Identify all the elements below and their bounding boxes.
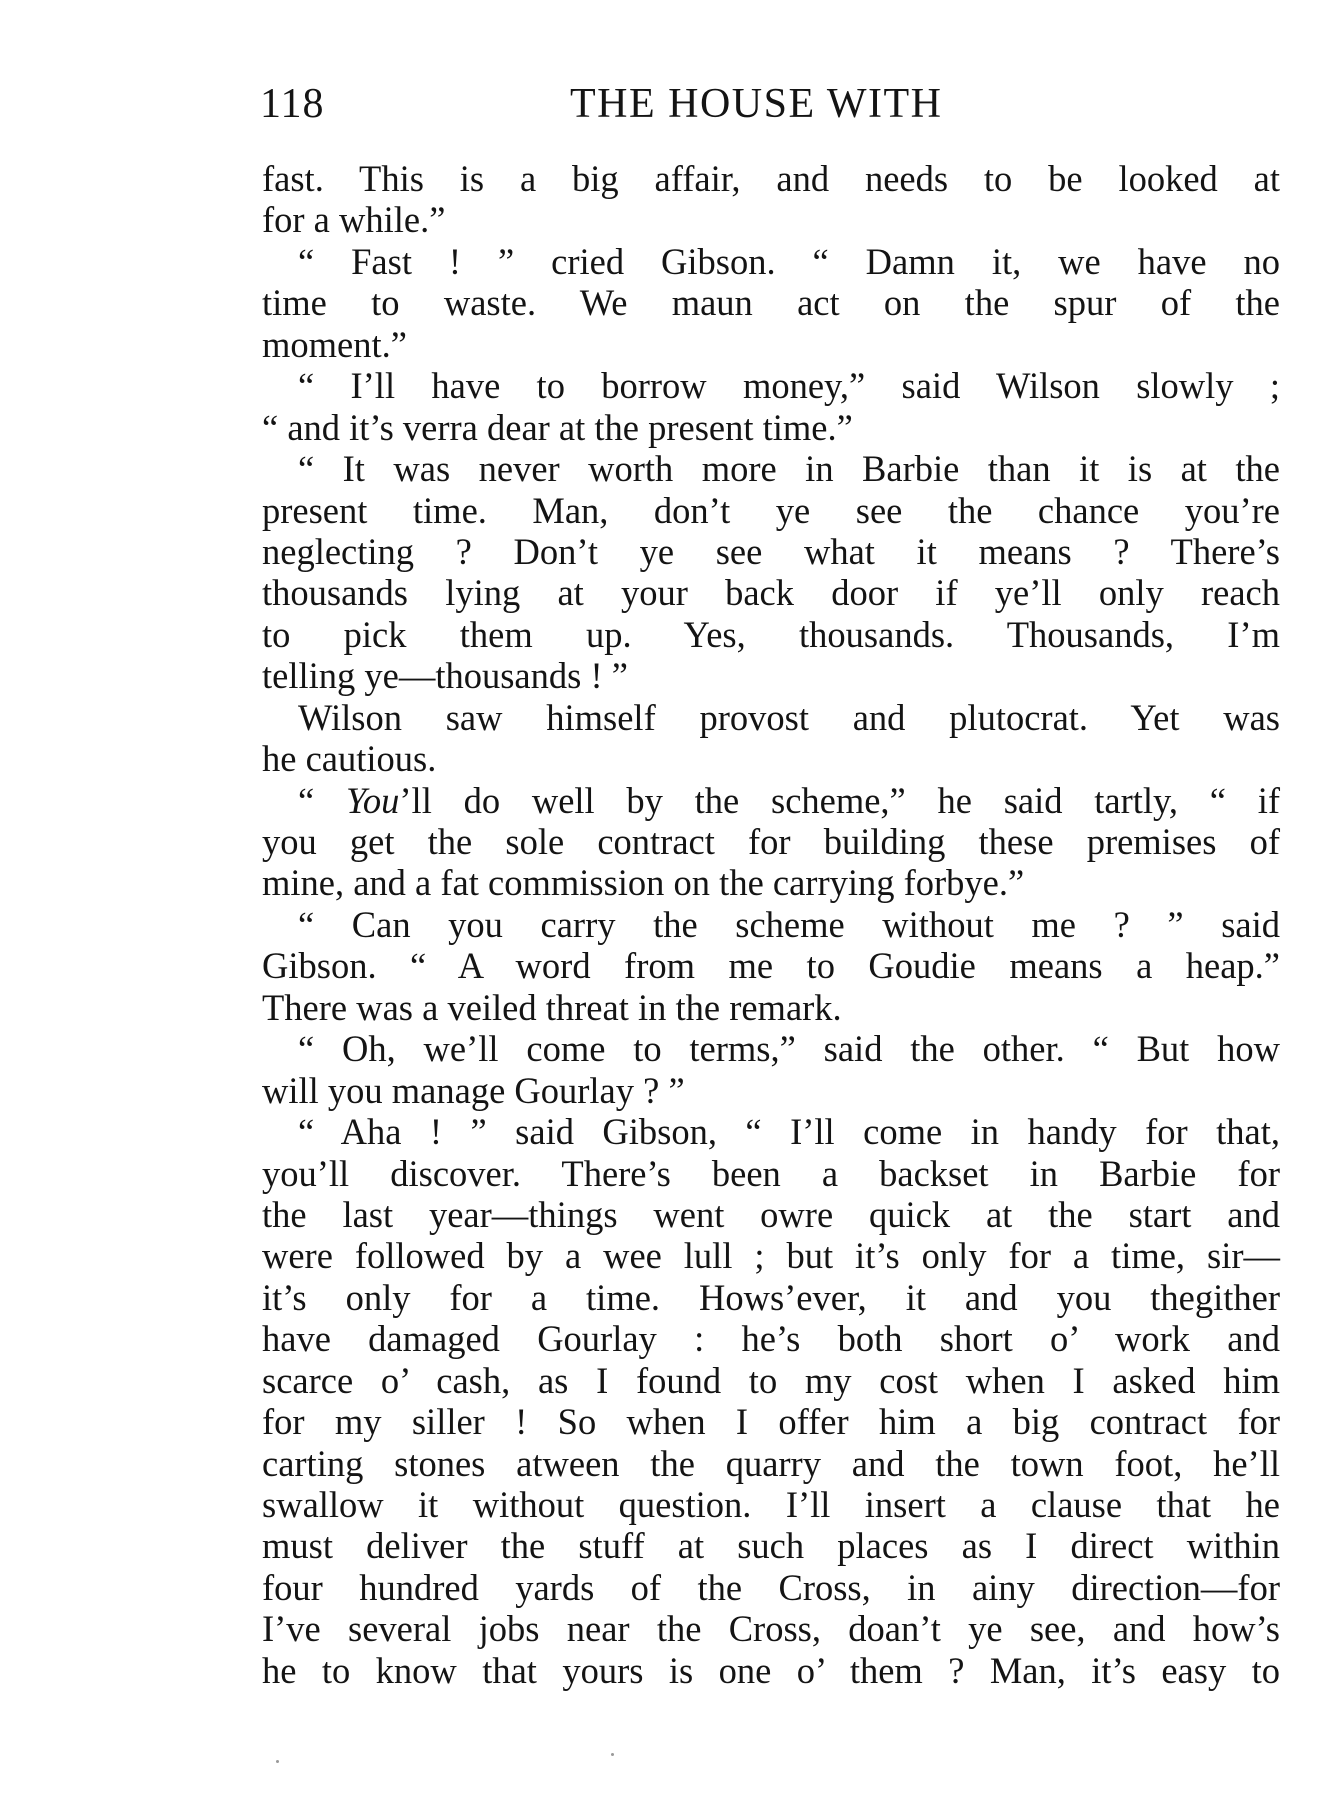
text-line: moment.” bbox=[262, 323, 407, 365]
text-line: he to know that yours is one o’ them ? Man, it’s easy to bbox=[262, 1649, 1280, 1691]
text-line: time to waste. We maun act on the spur of the bbox=[262, 282, 1280, 324]
text-line: mine, and a fat commission on the carrying forbye.” bbox=[262, 862, 1025, 904]
text-line: carting stones atween the quarry and the town foot, he’ll bbox=[262, 1442, 1280, 1484]
text-line: must deliver the stuff at such places as I direct within bbox=[262, 1525, 1280, 1567]
text-line: “ Can you carry the scheme without me ? ” said bbox=[298, 903, 1280, 945]
text-line: “ It was never worth more in Barbie than it is at the bbox=[298, 448, 1280, 490]
scan-speck bbox=[276, 1760, 279, 1763]
text-line: “ Aha ! ” said Gibson, “ I’ll come in handy for that, bbox=[298, 1111, 1280, 1153]
text-line: for a while.” bbox=[262, 199, 446, 241]
text-line: fast. This is a big affair, and needs to be looked at bbox=[262, 158, 1280, 199]
text-line: “ You’ll do well by the scheme,” he said tartly, “ if bbox=[298, 779, 1281, 821]
text-line: for my siller ! So when I offer him a big contract for bbox=[262, 1401, 1280, 1443]
text-line: were followed by a wee lull ; but it’s only for a time, sir— bbox=[262, 1235, 1280, 1277]
scan-speck bbox=[611, 1753, 614, 1756]
text-line: will you manage Gourlay ? ” bbox=[262, 1069, 685, 1111]
body-text bbox=[262, 158, 1280, 1691]
text-line: to pick them up. Yes, thousands. Thousands, I’m bbox=[262, 613, 1280, 655]
text-line: “ Fast ! ” cried Gibson. “ Damn it, we have no bbox=[298, 240, 1280, 282]
text-line: Wilson saw himself provost and plutocrat. Yet was bbox=[298, 696, 1280, 738]
text-line: swallow it without question. I’ll insert a clause that he bbox=[262, 1484, 1280, 1525]
text-line: neglecting ? Don’t ye see what it means ? There’s bbox=[262, 530, 1280, 572]
text-line: the last year—things went owre quick at the start and bbox=[262, 1193, 1280, 1235]
text-line: Gibson. “ A word from me to Goudie means a heap.” bbox=[262, 945, 1280, 987]
page-number: 118 bbox=[260, 81, 325, 127]
running-head: THE HOUSE WITH bbox=[570, 81, 943, 127]
text-line: “ and it’s verra dear at the present time.” bbox=[262, 406, 853, 448]
text-line: he cautious. bbox=[262, 738, 437, 780]
text-line: scarce o’ cash, as I found to my cost when I asked him bbox=[262, 1359, 1280, 1401]
text-line: I’ve several jobs near the Cross, doan’t ye see, and how’s bbox=[262, 1608, 1280, 1650]
text-line: it’s only for a time. Hows’ever, it and you thegither bbox=[262, 1276, 1280, 1318]
text-line: telling ye—thousands ! ” bbox=[262, 655, 628, 697]
text-line: you’ll discover. There’s been a backset in Barbie for bbox=[262, 1152, 1280, 1194]
emphasis: You bbox=[345, 779, 400, 821]
text-line: There was a veiled threat in the remark. bbox=[262, 986, 842, 1028]
text-line: thousands lying at your back door if ye’ll only reach bbox=[262, 572, 1280, 614]
text-line: “ I’ll have to borrow money,” said Wilson slowly ; bbox=[298, 365, 1280, 407]
text-line: present time. Man, don’t ye see the chance you’re bbox=[262, 489, 1280, 531]
page-header bbox=[260, 72, 1280, 136]
text-line: “ Oh, we’ll come to terms,” said the other. “ But how bbox=[298, 1028, 1280, 1070]
text-line: have damaged Gourlay : he’s both short o’ work and bbox=[262, 1318, 1280, 1360]
text-line: you get the sole contract for building these premises of bbox=[262, 821, 1280, 862]
text-line: four hundred yards of the Cross, in ainy direction—for bbox=[262, 1566, 1280, 1608]
